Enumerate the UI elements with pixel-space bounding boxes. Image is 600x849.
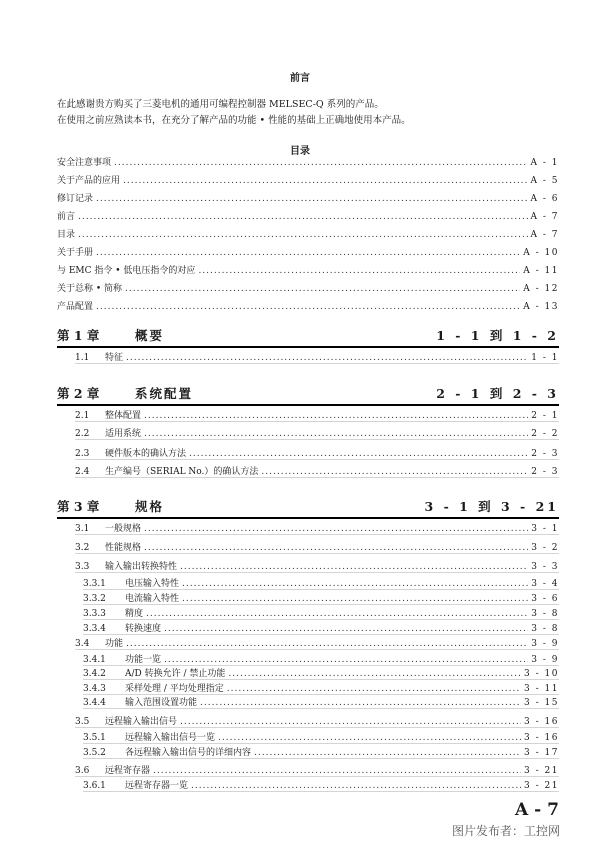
- toc-entry-label: 功能一览: [125, 655, 162, 665]
- leader-dots: [164, 624, 528, 634]
- toc-entry-number: 3.2: [75, 543, 90, 553]
- leader-dots: [189, 449, 528, 459]
- toc-entry-page: 2 - 3: [531, 467, 559, 477]
- toc-entry-label: 与 EMC 指令 • 低电压指令的对应: [57, 266, 196, 276]
- chapter-number: 第 3 章: [57, 499, 100, 514]
- leader-dots: [182, 594, 528, 604]
- toc-entry-number: 3.3.4: [83, 624, 106, 634]
- toc-entry[interactable]: [83, 666, 559, 680]
- watermark: 图片发布者：工控网: [452, 824, 561, 838]
- toc-entry-label: 远程输入输出信号: [105, 717, 178, 727]
- leader-dots: [218, 733, 521, 743]
- preface-title: 前言: [290, 73, 310, 84]
- toc-entry[interactable]: [75, 426, 559, 440]
- leader-dots: [144, 524, 528, 534]
- toc-entry-page: 3 - 21: [524, 781, 559, 791]
- leader-dots: [182, 579, 528, 589]
- toc-entry[interactable]: [83, 695, 559, 709]
- toc-entry-page: A - 11: [523, 266, 559, 276]
- leader-dots: [126, 639, 528, 649]
- toc-entry-number: 2.2: [75, 429, 90, 439]
- toc-entry[interactable]: [57, 281, 559, 294]
- toc-entry[interactable]: [75, 521, 559, 535]
- toc-entry[interactable]: [75, 464, 559, 478]
- leader-dots: [144, 411, 528, 421]
- toc-entry[interactable]: [83, 576, 559, 590]
- toc-entry-page: A - 5: [530, 176, 559, 186]
- toc-entry-label: 一般规格: [105, 524, 142, 534]
- toc-entry[interactable]: [75, 446, 559, 460]
- toc-entry-number: 1.1: [75, 353, 90, 363]
- toc-entry[interactable]: [57, 173, 559, 186]
- toc-entry-number: 3.5.2: [83, 748, 106, 758]
- toc-entry-label: 关于总称 • 简称: [57, 284, 123, 294]
- toc-entry-label: 输入输出转换特性: [105, 562, 178, 572]
- leader-dots: [96, 302, 520, 312]
- leader-dots: [228, 669, 521, 679]
- toc-entry-page: A - 7: [530, 212, 559, 222]
- toc-entry[interactable]: [83, 778, 559, 792]
- toc-entry-number: 3.3.2: [83, 594, 106, 604]
- toc-entry-number: 3.3: [75, 562, 90, 572]
- toc-entry[interactable]: [83, 621, 559, 635]
- toc-entry-label: 安全注意事项: [57, 158, 112, 168]
- toc-entry[interactable]: [57, 245, 559, 258]
- toc-entry-page: 3 - 17: [524, 748, 559, 758]
- leader-dots: [191, 781, 521, 791]
- toc-entry-label: 精度: [125, 609, 144, 619]
- toc-entry-page: 2 - 1: [531, 411, 559, 421]
- toc-entry-page: 2 - 2: [531, 429, 559, 439]
- toc-entry-label: 特征: [105, 353, 124, 363]
- toc-entry[interactable]: [83, 591, 559, 605]
- toc-entry[interactable]: [57, 155, 559, 168]
- preface-line: 在此感谢贵方购买了三菱电机的通用可编程控制器 MELSEC-Q 系列的产品。: [57, 99, 384, 110]
- toc-entry-page: 3 - 1: [531, 524, 559, 534]
- toc-entry-page: 3 - 10: [524, 669, 559, 679]
- chapter-number: 第 1 章: [57, 328, 100, 343]
- toc-entry-label: 硬件版本的确认方法: [105, 449, 187, 459]
- toc-entry-label: 电流输入特性: [125, 594, 180, 604]
- toc-title: 目录: [290, 146, 310, 157]
- toc-entry-number: 3.4: [75, 639, 90, 649]
- leader-dots: [200, 698, 521, 708]
- toc-entry-page: 3 - 21: [524, 766, 559, 776]
- leader-dots: [227, 684, 521, 694]
- toc-entry-page: 3 - 16: [524, 717, 559, 727]
- toc-entry-number: 3.4.4: [83, 698, 106, 708]
- toc-entry-label: 远程寄存器一览: [125, 781, 189, 791]
- leader-dots: [164, 655, 528, 665]
- toc-entry-page: A - 12: [523, 284, 559, 294]
- toc-entry[interactable]: [75, 763, 559, 777]
- toc-entry-label: 输入范围设置功能: [125, 698, 198, 708]
- chapter-heading[interactable]: [57, 497, 559, 519]
- toc-entry-page: 3 - 6: [531, 594, 559, 604]
- chapter-heading[interactable]: [57, 326, 559, 348]
- toc-entry-page: 3 - 2: [531, 543, 559, 553]
- toc-entry[interactable]: [57, 263, 559, 276]
- toc-entry-label: 远程寄存器: [105, 766, 151, 776]
- chapter-page-range: 3 - 1 到 3 - 21: [424, 499, 559, 514]
- toc-entry-label: 目录: [57, 230, 76, 240]
- leader-dots: [146, 609, 528, 619]
- toc-entry-page: 2 - 3: [531, 449, 559, 459]
- leader-dots: [96, 248, 520, 258]
- toc-entry-label: 转换速度: [125, 624, 162, 634]
- toc-entry-label: A/D 转换允许 / 禁止功能: [125, 669, 226, 679]
- toc-entry-page: 3 - 3: [531, 562, 559, 572]
- toc-entry[interactable]: [57, 227, 559, 240]
- toc-entry-page: 3 - 8: [531, 609, 559, 619]
- leader-dots: [180, 562, 528, 572]
- toc-entry-label: 电压输入特性: [125, 579, 180, 589]
- toc-entry[interactable]: [57, 191, 559, 204]
- chapter-title: 系统配置: [135, 386, 194, 401]
- chapter-heading[interactable]: [57, 384, 559, 406]
- toc-entry-label: 整体配置: [105, 411, 142, 421]
- toc-entry-page: A - 6: [530, 194, 559, 204]
- toc-entry-label: 生产编号（SERIAL No.）的确认方法: [105, 467, 259, 477]
- toc-entry-number: 3.4.1: [83, 655, 106, 665]
- toc-entry[interactable]: [83, 730, 559, 744]
- chapter-page-range: 1 - 1 到 1 - 2: [436, 328, 559, 343]
- toc-entry-page: 3 - 9: [531, 639, 559, 649]
- toc-entry-number: 2.3: [75, 449, 90, 459]
- toc-entry-label: 适用系统: [105, 429, 142, 439]
- toc-entry-number: 3.5: [75, 717, 90, 727]
- toc-entry-page: 3 - 4: [531, 579, 559, 589]
- toc-entry-number: 3.1: [75, 524, 90, 534]
- toc-entry[interactable]: [75, 559, 559, 573]
- toc-entry[interactable]: [75, 540, 559, 554]
- toc-entry-label: 远程输入输出信号一览: [125, 733, 216, 743]
- toc-entry[interactable]: [83, 652, 559, 666]
- toc-entry-number: 2.4: [75, 467, 90, 477]
- toc-entry[interactable]: [75, 714, 559, 728]
- page-number: A - 7: [515, 800, 559, 820]
- leader-dots: [254, 748, 521, 758]
- leader-dots: [78, 212, 527, 222]
- leader-dots: [125, 284, 520, 294]
- toc-entry-page: A - 13: [523, 302, 559, 312]
- chapter-number: 第 2 章: [57, 386, 100, 401]
- toc-entry[interactable]: [57, 299, 559, 312]
- toc-entry[interactable]: [83, 681, 559, 695]
- toc-entry-page: 3 - 15: [524, 698, 559, 708]
- leader-dots: [114, 158, 527, 168]
- toc-entry-label: 产品配置: [57, 302, 94, 312]
- toc-entry-label: 性能规格: [105, 543, 142, 553]
- toc-entry-page: A - 10: [523, 248, 559, 258]
- leader-dots: [144, 543, 528, 553]
- leader-dots: [180, 717, 521, 727]
- toc-entry[interactable]: [83, 606, 559, 620]
- toc-entry[interactable]: [75, 636, 559, 650]
- leader-dots: [123, 176, 527, 186]
- toc-entry-number: 2.1: [75, 411, 90, 421]
- toc-entry-label: 前言: [57, 212, 76, 222]
- toc-entry-number: 3.4.2: [83, 669, 106, 679]
- leader-dots: [78, 230, 527, 240]
- toc-entry-page: 1 - 1: [531, 353, 559, 363]
- toc-entry-label: 关于产品的应用: [57, 176, 121, 186]
- toc-entry-page: 3 - 8: [531, 624, 559, 634]
- toc-entry-page: 3 - 11: [524, 684, 559, 694]
- toc-entry-page: 3 - 16: [524, 733, 559, 743]
- toc-entry[interactable]: [83, 745, 559, 759]
- toc-entry-number: 3.6.1: [83, 781, 106, 791]
- leader-dots: [144, 429, 528, 439]
- toc-entry-number: 3.3.1: [83, 579, 106, 589]
- toc-entry[interactable]: [57, 209, 559, 222]
- toc-entry-page: 3 - 9: [531, 655, 559, 665]
- toc-entry[interactable]: [75, 408, 559, 422]
- toc-entry-label: 修订记录: [57, 194, 94, 204]
- leader-dots: [198, 266, 520, 276]
- toc-entry-label: 功能: [105, 639, 124, 649]
- toc-entry-label: 采样处理 / 平均处理指定: [125, 684, 224, 694]
- chapter-title: 概要: [135, 328, 165, 343]
- preface-line: 在使用之前应熟读本书，在充分了解产品的功能 • 性能的基础上正确地使用本产品。: [57, 115, 411, 126]
- chapter-page-range: 2 - 1 到 2 - 3: [436, 386, 559, 401]
- chapter-title: 规格: [135, 499, 165, 514]
- toc-entry[interactable]: [75, 350, 559, 364]
- leader-dots: [153, 766, 521, 776]
- leader-dots: [126, 353, 528, 363]
- leader-dots: [261, 467, 528, 477]
- toc-entry-number: 3.6: [75, 766, 90, 776]
- toc-entry-number: 3.5.1: [83, 733, 106, 743]
- toc-entry-page: A - 1: [530, 158, 559, 168]
- leader-dots: [96, 194, 527, 204]
- toc-entry-number: 3.4.3: [83, 684, 106, 694]
- toc-entry-label: 各远程输入输出信号的详细内容: [125, 748, 252, 758]
- toc-entry-number: 3.3.3: [83, 609, 106, 619]
- toc-entry-page: A - 7: [530, 230, 559, 240]
- toc-entry-label: 关于手册: [57, 248, 94, 258]
